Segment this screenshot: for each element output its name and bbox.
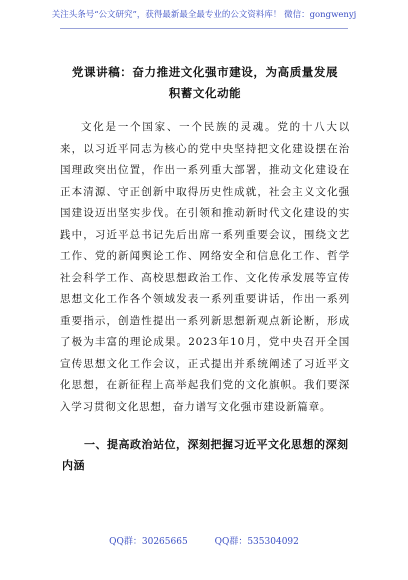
header-note: 关注头条号“公文研究”，获得最新最全最专业的公文资料库！ 微信：gongwenyj bbox=[51, 10, 357, 20]
document-title: 党课讲稿：奋力推进文化强市建设，为高质量发展积蓄文化动能 bbox=[71, 65, 339, 100]
footer-qq-group-1: QQ群：30265665 bbox=[109, 537, 188, 547]
footer bbox=[0, 534, 408, 547]
section-heading: 一、提高政治站位，深刻把握习近平文化思想的深刻内涵 bbox=[62, 438, 349, 472]
body-paragraph: 文化是一个国家、一个民族的灵魂。党的十八大以来，以习近平同志为核心的党中央坚持把文化建设摆在治国理政突出位置，作出一系列重大部署，推动文化建设在正本清源、守正创新中取得历史性成就，社会主义文化强国建设迈出坚实步伐。在引领和推动新时代文化建设的实践中，习近平总书记先后出席一系列重要会议，围绕文艺工作、党的新闻舆论工作、网络安全和信息化工作、哲学社会科学工作、高校思想政治工作、文化传承发展等宣传思想文化工作各个领域发表一系列重要讲话，作出一系列重要指示，创造性提出一系列新思想新观点新论断，形成了极为丰富的理论成果。2023年10月，党中央召开全国宣传思想文化工作会议，正式提出并系统阐述了习近平文化思想，在新征程上高举起我们党的文化旗帜。我们要深入学习贯彻文化思想，奋力谱写文化强市建设新篇章。 bbox=[60, 121, 350, 413]
footer-qq-group-2: QQ群：535304092 bbox=[214, 537, 299, 547]
header-divider bbox=[60, 28, 348, 29]
